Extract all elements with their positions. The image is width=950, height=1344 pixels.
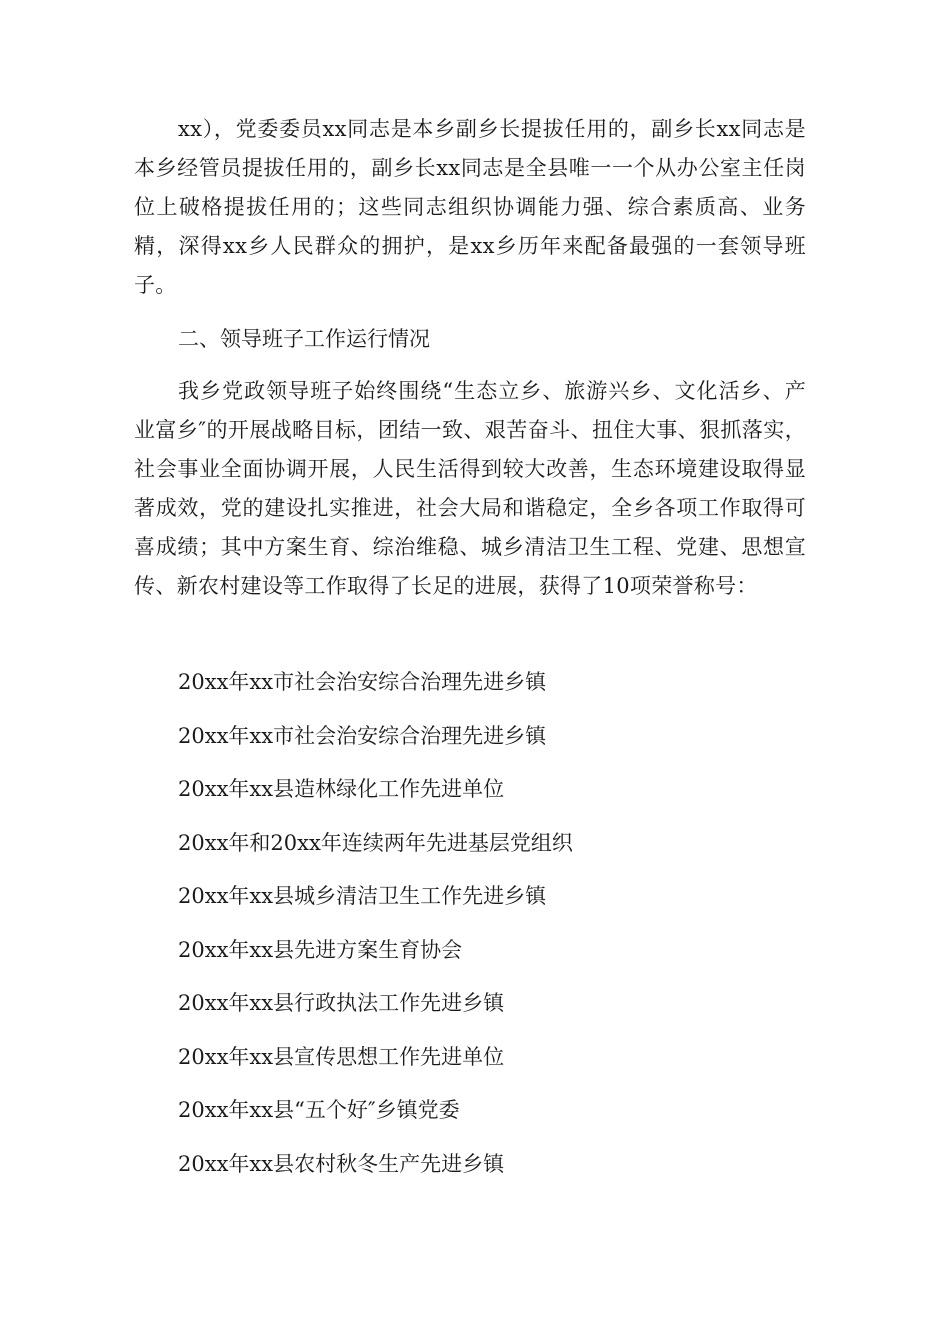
paragraph-leadership-team: xx），党委委员xx同志是本乡副乡长提拔任用的，副乡长xx同志是本乡经管员提拔任用的，副乡长xx同志是全县唯一一个从办公室主任岗位上破格提拔任用的；这些同志组织协调能力强、综合素质高、业务精，深得xx乡人民群众的拥护，是xx乡历年来配备最强的一套领导班子。 — [134, 117, 806, 297]
honor-item: 20xx年xx县宣传思想工作先进单位 — [178, 1045, 505, 1069]
honor-item: 20xx年xx县行政执法工作先进乡镇 — [178, 991, 505, 1015]
honor-item: 20xx年xx县农村秋冬生产先进乡镇 — [178, 1152, 505, 1176]
honor-item: 20xx年xx市社会治安综合治理先进乡镇 — [178, 670, 547, 694]
honor-item: 20xx年xx县先进方案生育协会 — [178, 938, 463, 962]
paragraph-work-operation: 我乡党政领导班子始终围绕“生态立乡、旅游兴乡、文化活乡、产业富乡″的开展战略目标，团结一致、艰苦奋斗、扭住大事、狠抓落实，社会事业全面协调开展，人民生活得到较大改善，生态环境建设取得显著成效，党的建设扎实推进，社会大局和谐稳定，全乡各项工作取得可喜成绩；其中方案生育、综治维稳、城乡清洁卫生工程、党建、思想宣传、新农村建设等工作取得了长足的进展，获得了10项荣誉称号： — [134, 379, 806, 598]
honor-item: 20xx年xx县“五个好″乡镇党委 — [178, 1098, 460, 1122]
honor-item: 20xx年xx县造林绿化工作先进单位 — [178, 777, 505, 801]
honor-item: 20xx年xx市社会治安综合治理先进乡镇 — [178, 724, 547, 748]
section-heading: 二、领导班子工作运行情况 — [178, 327, 430, 351]
honor-item: 20xx年xx县城乡清洁卫生工作先进乡镇 — [178, 884, 547, 908]
honor-item: 20xx年和20xx年连续两年先进基层党组织 — [178, 831, 573, 855]
